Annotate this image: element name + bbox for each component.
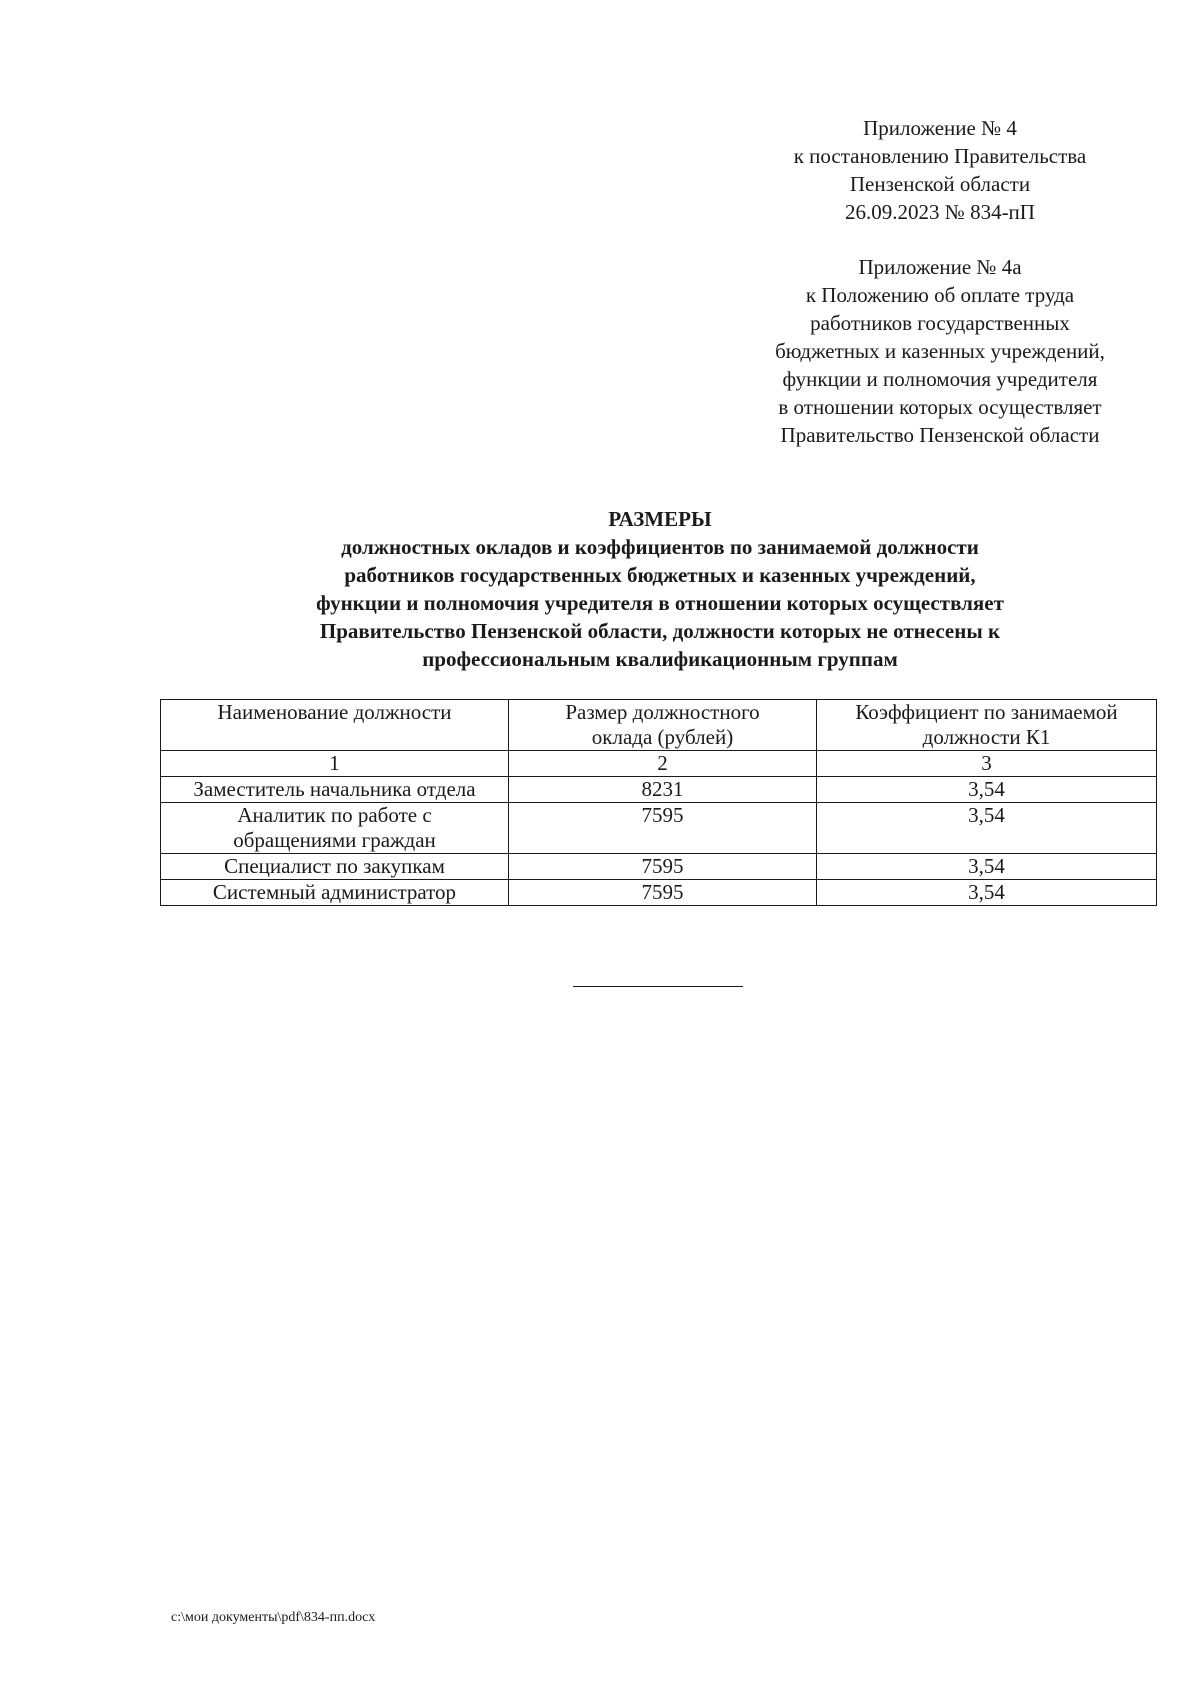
salary-cell: 8231 xyxy=(509,777,817,803)
salary-cell: 7595 xyxy=(509,880,817,906)
appendix-line: Пензенской области xyxy=(849,172,1031,196)
position-cell: Специалист по закупкам xyxy=(161,854,509,880)
column-header-coefficient: Коэффициент по занимаемой должности К1 xyxy=(817,700,1157,751)
title-line: должностных окладов и коэффициентов по занимаемой должности xyxy=(341,535,979,559)
column-header-salary: Размер должностного оклада (рублей) xyxy=(509,700,817,751)
appendix-4-header xyxy=(720,114,1160,226)
table-row xyxy=(161,854,1157,880)
title-line: работников государственных бюджетных и казенных учреждений, xyxy=(344,563,976,587)
appendix-line: Приложение № 4 xyxy=(863,116,1017,140)
footer-file-path: c:\мои документы\pdf\834-пп.docx xyxy=(171,1610,376,1625)
appendix-line: Приложение № 4а xyxy=(858,255,1022,279)
appendix-line: к постановлению Правительства xyxy=(793,144,1087,168)
table-row xyxy=(161,777,1157,803)
title-line: профессиональным квалификационным группам xyxy=(422,647,898,671)
column-number: 2 xyxy=(509,751,817,777)
document-title xyxy=(150,505,1170,673)
appendix-line: в отношении которых осуществляет xyxy=(778,395,1102,419)
salary-cell: 7595 xyxy=(509,854,817,880)
position-cell: Аналитик по работе с обращениями граждан xyxy=(161,803,509,854)
title-line: функции и полномочия учредителя в отношении которых осуществляет xyxy=(316,591,1004,615)
table-row xyxy=(161,880,1157,906)
coefficient-cell: 3,54 xyxy=(817,854,1157,880)
salary-cell: 7595 xyxy=(509,803,817,854)
end-of-document-line xyxy=(573,986,743,987)
appendix-line: работников государственных xyxy=(810,311,1070,335)
appendix-line: функции и полномочия учредителя xyxy=(782,367,1098,391)
title-line: РАЗМЕРЫ xyxy=(608,507,712,531)
appendix-line: к Положению об оплате труда xyxy=(805,283,1075,307)
table-row xyxy=(161,803,1157,854)
coefficient-cell: 3,54 xyxy=(817,777,1157,803)
coefficient-cell: 3,54 xyxy=(817,880,1157,906)
appendix-line: 26.09.2023 № 834-пП xyxy=(845,200,1035,224)
salary-table xyxy=(160,699,1157,906)
column-header-position: Наименование должности xyxy=(161,700,509,751)
column-number: 3 xyxy=(817,751,1157,777)
column-number-row xyxy=(161,751,1157,777)
coefficient-cell: 3,54 xyxy=(817,803,1157,854)
appendix-4a-header xyxy=(720,253,1160,449)
column-number: 1 xyxy=(161,751,509,777)
position-cell: Заместитель начальника отдела xyxy=(161,777,509,803)
position-cell: Системный администратор xyxy=(161,880,509,906)
title-line: Правительство Пензенской области, должности которых не отнесены к xyxy=(319,619,1001,643)
appendix-line: бюджетных и казенных учреждений, xyxy=(775,339,1105,363)
table-header-row xyxy=(161,700,1157,751)
appendix-line: Правительство Пензенской области xyxy=(780,423,1100,447)
